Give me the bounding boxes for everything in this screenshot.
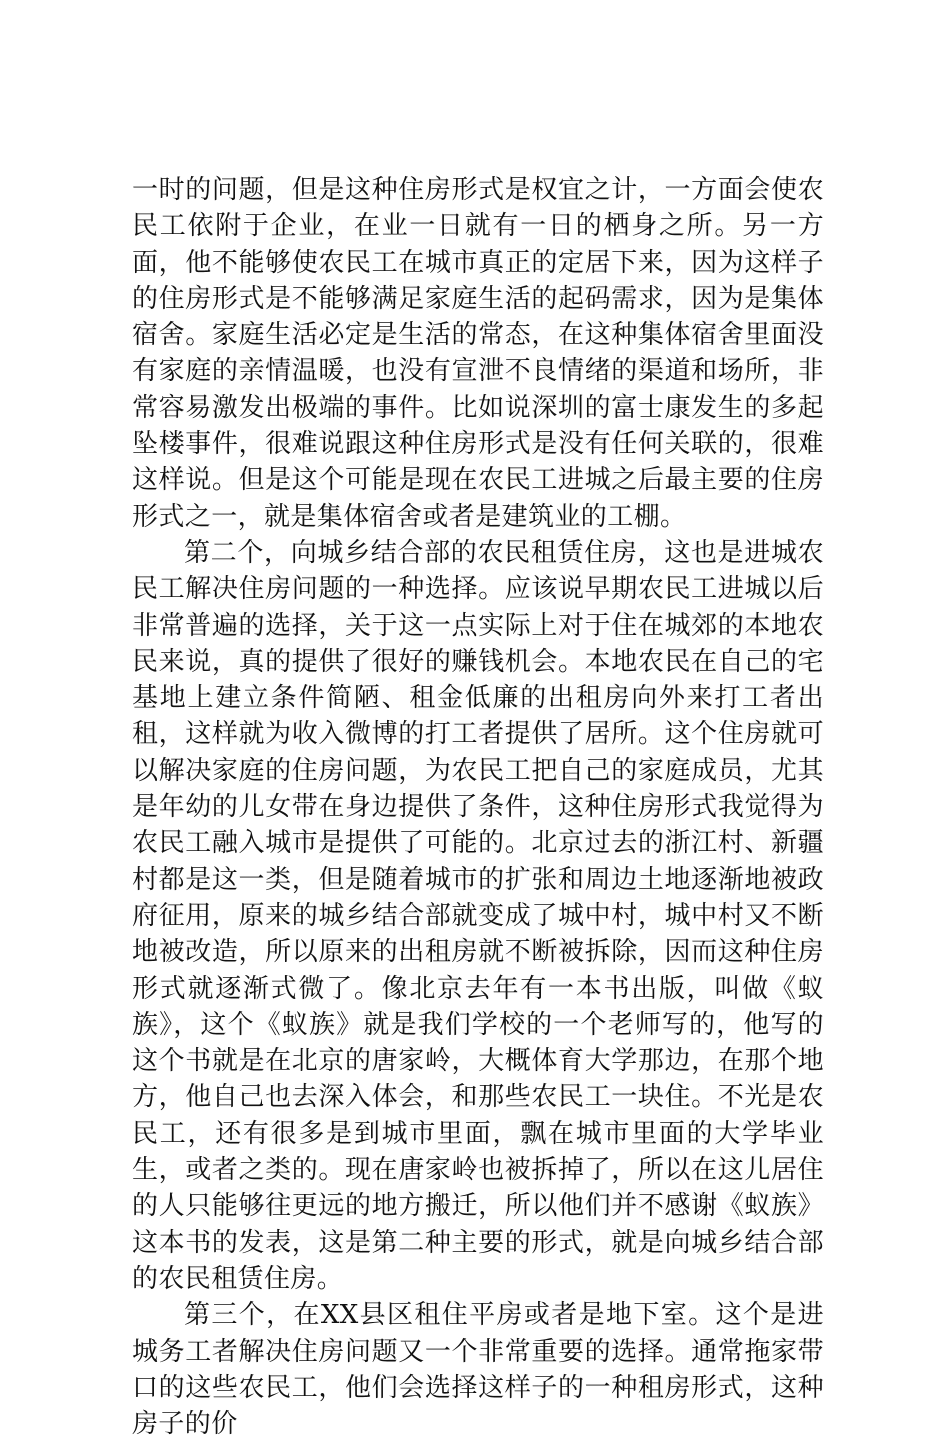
paragraph-3: 第三个，在XX县区租住平房或者是地下室。这个是进城务工者解决住房问题又一个非常重要的选择。通常拖家带口的这些农民工，他们会选择这样子的一种租房形式，这种房子的价 [132,1300,824,1440]
document-body [132,172,824,1442]
paragraph-1: 一时的问题，但是这种住房形式是权宜之计，一方面会使农民工依附于企业，在业一日就有一日的栖身之所。另一方面，他不能够使农民工在城市真正的定居下来，因为这样子的住房形式是不能够满足家庭生活的起码需求，因为是集体宿舍。家庭生活必定是生活的常态，在这种集体宿舍里面没有家庭的亲情温暖，也没有宣泄不良情绪的渠道和场所，非常容易激发出极端的事件。比如说深圳的富士康发生的多起坠楼事件，很难说跟这种住房形式是没有任何关联的，很难这样说。但是这个可能是现在农民工进城之后最主要的住房形式之一，就是集体宿舍或者是建筑业的工棚。 [132,175,824,532]
paragraph-2: 第二个，向城乡结合部的农民租赁住房，这也是进城农民工解决住房问题的一种选择。应该说早期农民工进城以后非常普遍的选择，关于这一点实际上对于住在城郊的本地农民来说，真的提供了很好的赚钱机会。本地农民在自己的宅基地上建立条件简陋、租金低廉的出租房向外来打工者出租，这样就为收入微博的打工者提供了居所。这个住房就可以解决家庭的住房问题，为农民工把自己的家庭成员，尤其是年幼的儿女带在身边提供了条件，这种住房形式我觉得为农民工融入城市是提供了可能的。北京过去的浙江村、新疆村都是这一类，但是随着城市的扩张和周边土地逐渐地被政府征用，原来的城乡结合部就变成了城中村，城中村又不断地被改造，所以原来的出租房就不断被拆除，因而这种住房形式就逐渐式微了。像北京去年有一本书出版，叫做《蚁族》，这个《蚁族》就是我们学校的一个老师写的，他写的这个书就是在北京的唐家岭，大概体育大学那边，在那个地方，他自己也去深入体会，和那些农民工一块住。不光是农民工，还有很多是到城市里面，飘在城市里面的大学毕业生，或者之类的。现在唐家岭也被拆掉了，所以在这儿居住的人只能够往更远的地方搬迁，所以他们并不感谢《蚁族》这本书的发表，这是第二种主要的形式，就是向城乡结合部的农民租赁住房。 [132,537,824,1294]
